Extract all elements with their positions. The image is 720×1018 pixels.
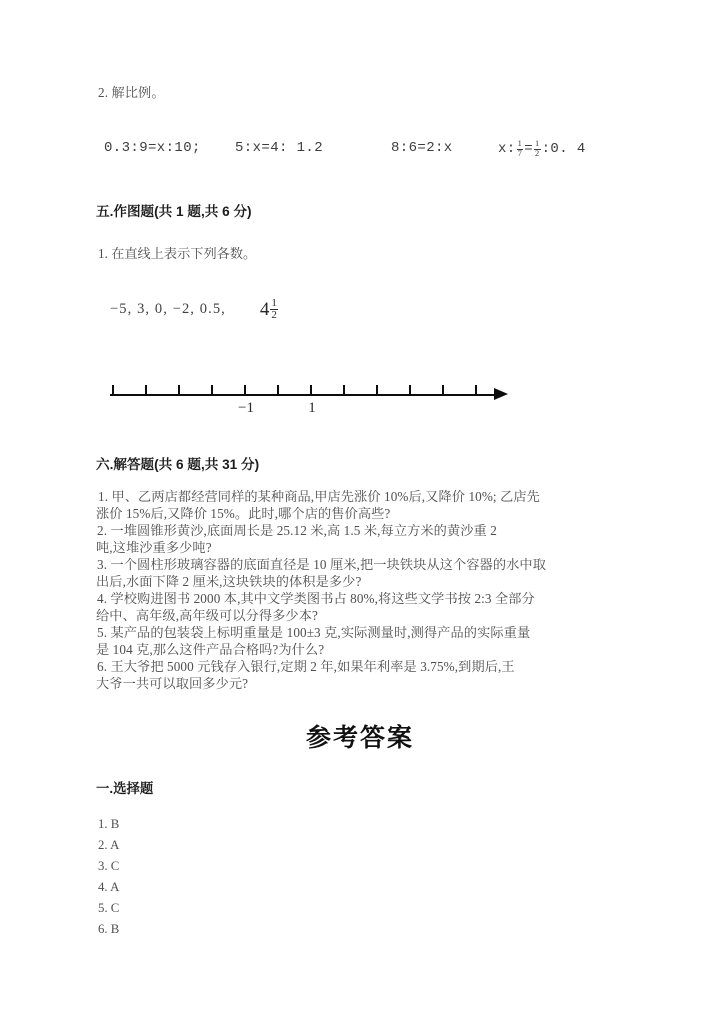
mixed-number-whole: 4 [259,298,270,320]
number-line-tick [277,385,279,395]
answer-item: 6. B [98,922,120,936]
arrow-right-icon [494,388,508,400]
fraction-numerator: 1 [535,139,540,148]
answers-title: 参考答案 [305,724,414,752]
proportion-expressions [104,140,644,174]
question-2-prompt: 2. 解比例。 [98,85,165,100]
section-six-heading: 六.解答题(共 6 题,共 31 分) [96,457,260,472]
proportion-4-equals: = [524,141,534,158]
section-six-line-5: 3. 一个圆柱形玻璃容器的底面直径是 10 厘米,把一块铁块从这个容器的水中取 [97,557,546,572]
section-six-line-12: 大爷一共可以取回多少元? [96,676,249,691]
answer-item: 1. B [98,817,120,831]
proportion-expression-1: 0.3:9=x:10; [104,140,201,156]
fraction-numerator: 1 [271,297,277,309]
section-six-line-10: 是 104 克,那么这件产品合格吗?为什么? [96,642,325,657]
section-six-line-1: 1. 甲、乙两店都经营同样的某种商品,甲店先涨价 10%后,又降价 10%; 乙店先 [98,489,540,504]
answers-section-heading: 一.选择题 [96,781,154,796]
number-line-label-negative-one: −1 [238,400,254,416]
number-line-tick [409,385,411,395]
answer-item: 4. A [98,880,120,894]
fraction-numerator: 1 [517,139,523,148]
section-six-line-9: 5. 某产品的包装袋上标明重量是 100±3 克,实际测量时,测得产品的实际重量 [97,625,531,640]
number-line-tick [145,385,147,395]
section-six-line-4: 吨,这堆沙重多少吨? [96,540,212,555]
proportion-expression-3: 8:6=2:x [391,140,453,156]
mixed-number-fraction [270,298,278,322]
section-six-line-6: 出后,水面下降 2 厘米,这块铁块的体积是多少? [96,574,362,589]
fraction-denominator: 2 [271,309,277,322]
number-line-tick [310,385,312,395]
number-line-tick [376,385,378,395]
number-line-tick [343,385,345,395]
proportion-expression-4 [498,140,586,158]
proportion-4-lead: x: [498,141,516,158]
proportion-4-fraction-2 [534,140,541,158]
section-six-line-3: 2. 一堆圆锥形黄沙,底面周长是 25.12 米,高 1.5 米,每立方米的黄沙重 2 [97,523,497,538]
section-six-line-2: 涨价 15%后,又降价 15%。此时,哪个店的售价高些? [96,506,391,521]
number-list-values: −5, 3, 0, −2, 0.5, [110,301,226,318]
proportion-4-tail: :0. 4 [541,141,586,158]
number-line-tick [211,385,213,395]
number-line-label-one: 1 [308,400,316,416]
fraction-denominator: 7 [517,148,523,158]
proportion-4-fraction-1 [517,140,524,158]
number-line-tick [112,385,114,395]
number-line-tick [475,385,477,395]
number-line-diagram [110,380,510,426]
number-line-tick [442,385,444,395]
answer-item: 3. C [98,859,120,873]
answer-item: 5. C [98,901,120,915]
section-five-heading: 五.作图题(共 1 题,共 6 分) [96,204,252,219]
number-line-tick [178,385,180,395]
section-six-line-11: 6. 王大爷把 5000 元钱存入银行,定期 2 年,如果年利率是 3.75%,到期后,王 [97,659,515,674]
number-line-tick [244,385,246,395]
number-list [110,298,279,322]
proportion-expression-2: 5:x=4: 1.2 [235,140,324,156]
mixed-number [260,298,279,322]
section-five-question-1: 1. 在直线上表示下列各数。 [98,246,257,261]
number-line-axis [110,394,496,396]
section-six-line-8: 给中、高年级,高年级可以分得多少本? [96,608,318,623]
answer-item: 2. A [98,838,120,852]
fraction-denominator: 2 [535,148,540,158]
section-six-line-7: 4. 学校购进图书 2000 本,其中文学类图书占 80%,将这些文学书按 2:3 全部分 [97,591,535,606]
